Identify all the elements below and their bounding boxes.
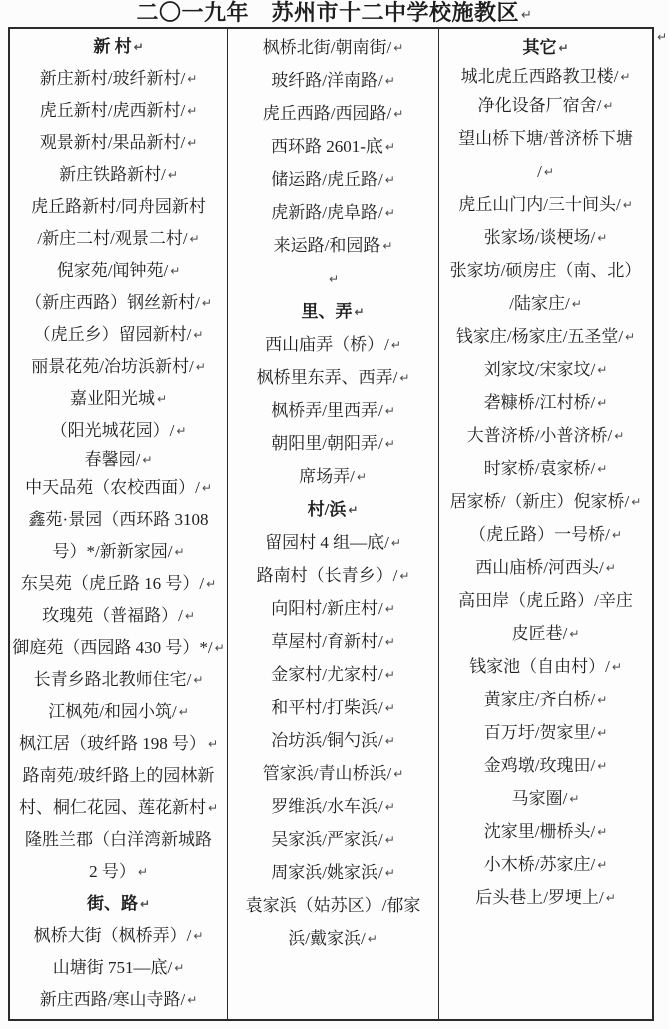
district-line-text: 玻纤路/洋南路/ xyxy=(271,71,383,90)
district-line-text: 丽景花苑/冶坊浜新村/ xyxy=(31,357,194,376)
paragraph-mark-icon: ↵ xyxy=(393,41,404,55)
district-line xyxy=(10,664,227,696)
district-line xyxy=(439,815,652,848)
district-line-text: 鑫苑·景园（西环路 3108 xyxy=(28,510,209,529)
district-line xyxy=(10,952,227,984)
paragraph-mark-icon: ↵ xyxy=(384,866,395,880)
section-header xyxy=(10,888,227,920)
district-line xyxy=(439,254,652,287)
paragraph-mark-icon: ↵ xyxy=(384,404,395,418)
section-header xyxy=(228,295,438,328)
paragraph-mark-icon: ↵ xyxy=(367,932,378,946)
district-line-text: 枫桥里东弄、西弄/ xyxy=(256,368,398,387)
district-line-text: 时家桥/袁家桥/ xyxy=(483,459,596,478)
paragraph-mark-icon: ↵ xyxy=(187,136,198,150)
paragraph-mark-icon: ↵ xyxy=(393,107,404,121)
district-line xyxy=(10,824,227,856)
paragraph-mark-icon: ↵ xyxy=(611,528,622,542)
paragraph-mark-icon: ↵ xyxy=(156,392,168,406)
district-line-text: 枫桥弄/里西弄/ xyxy=(271,401,383,420)
paragraph-mark-icon: ↵ xyxy=(137,865,148,879)
district-line xyxy=(439,617,652,650)
district-line xyxy=(439,89,652,122)
paragraph-mark-icon: ↵ xyxy=(170,264,181,278)
section-header xyxy=(439,31,652,64)
district-line xyxy=(228,64,438,97)
district-line-text: 中天品苑（农校西面）/ xyxy=(25,478,200,497)
paragraph-mark-icon: ↵ xyxy=(614,429,625,443)
district-line-text: 钱家池（自由村）/ xyxy=(469,657,610,676)
district-line xyxy=(10,504,227,536)
district-table xyxy=(8,27,654,1021)
paragraph-mark-icon: ↵ xyxy=(356,470,367,484)
district-line-text: 罗维浜/水车浜/ xyxy=(271,797,383,816)
district-line-text: 虎新路/虎阜路/ xyxy=(271,203,383,222)
section-header xyxy=(228,493,438,526)
district-line-text: 里、弄 xyxy=(301,302,353,321)
district-line xyxy=(439,716,652,749)
paragraph-mark-icon: ↵ xyxy=(214,641,225,655)
district-line xyxy=(228,262,438,295)
district-line xyxy=(228,526,438,559)
district-line xyxy=(439,782,652,815)
district-line xyxy=(439,188,652,221)
district-line-text: 新庄铁路新村/ xyxy=(59,165,166,184)
district-line-text: 大普济桥/小普济桥/ xyxy=(466,426,613,445)
district-line xyxy=(10,536,227,568)
district-line-text: 村、桐仁花园、莲花新村 xyxy=(18,798,206,817)
paragraph-mark-icon: ↵ xyxy=(569,792,580,806)
district-line-text: 席场弄/ xyxy=(299,467,355,486)
district-line-text: 张家坊/硕房庄（南、北） xyxy=(449,261,642,280)
district-line-text: 街、路 xyxy=(86,894,138,913)
district-line-text: 枫桥大街（枫桥弄）/ xyxy=(33,926,192,945)
district-line xyxy=(439,122,652,155)
district-line-text: 张家场/谈梗场/ xyxy=(483,228,596,247)
district-line-text: 号）*/新新家园/ xyxy=(52,542,173,561)
paragraph-mark-icon: ↵ xyxy=(167,168,178,182)
column-streets-lanes-villages xyxy=(228,29,439,1019)
paragraph-mark-icon: ↵ xyxy=(597,462,608,476)
district-line-text: 观景新村/果品新村/ xyxy=(39,133,186,152)
district-line xyxy=(439,485,652,518)
paragraph-mark-icon: ↵ xyxy=(174,961,185,975)
district-line-text: 长青乡路北教师住宅/ xyxy=(33,670,192,689)
paragraph-mark-icon: ↵ xyxy=(597,231,608,245)
district-line-text: 2 号） xyxy=(89,862,136,881)
district-line-text: 沈家里/栅桥头/ xyxy=(483,822,596,841)
district-line xyxy=(228,823,438,856)
district-line-text: 虎丘路新村/同舟园新村 xyxy=(31,197,206,216)
paragraph-mark-icon: ↵ xyxy=(193,328,204,342)
district-line-text: 袁家浜（姑苏区）/郁家 xyxy=(245,896,421,915)
district-line-text: /新庄二村/观景二村/ xyxy=(37,229,188,248)
district-line-text: 金家村/尤家村/ xyxy=(271,665,383,684)
district-line-text: （虎丘路）一号桥/ xyxy=(469,525,610,544)
district-line-text: 留园村 4 组—底/ xyxy=(265,533,389,552)
paragraph-mark-icon: ↵ xyxy=(142,453,153,467)
district-line xyxy=(228,790,438,823)
district-line xyxy=(228,229,438,262)
paragraph-mark-icon: ↵ xyxy=(187,104,198,118)
paragraph-mark-icon: ↵ xyxy=(611,660,622,674)
paragraph-mark-icon: ↵ xyxy=(543,165,554,179)
district-line-text: 虎丘西路/西园路/ xyxy=(262,104,392,123)
district-line-text: 西山庙弄（桥）/ xyxy=(265,335,389,354)
district-line-text: 隆胜兰郡（白洋湾新城路 xyxy=(25,830,212,849)
paragraph-mark-icon: ↵ xyxy=(597,825,608,839)
district-line xyxy=(228,163,438,196)
district-line-text: 向阳村/新庄村/ xyxy=(271,599,383,618)
district-line-text: 砻糠桥/江村桥/ xyxy=(483,393,596,412)
column-others xyxy=(439,29,652,1019)
district-line-text: 浜/戴家浜/ xyxy=(288,929,366,948)
paragraph-mark-icon: ↵ xyxy=(328,272,340,286)
district-line xyxy=(228,691,438,724)
paragraph-mark-icon: ↵ xyxy=(206,577,217,591)
district-line-text: 其它 xyxy=(522,38,557,57)
district-line-text: 和平村/打柴浜/ xyxy=(271,698,383,717)
district-line xyxy=(439,452,652,485)
paragraph-mark-icon: ↵ xyxy=(193,673,204,687)
paragraph-mark-icon: ↵ xyxy=(348,503,359,517)
paragraph-mark-icon: ↵ xyxy=(176,424,187,438)
district-line xyxy=(228,361,438,394)
paragraph-mark-icon: ↵ xyxy=(187,993,198,1007)
district-line xyxy=(10,63,227,95)
district-line-text: 江枫苑/和园小筑/ xyxy=(48,702,177,721)
paragraph-mark-icon: ↵ xyxy=(620,70,631,84)
district-line-text: 玫瑰苑（普福路）/ xyxy=(42,606,183,625)
paragraph-mark-icon: ↵ xyxy=(384,437,395,451)
district-line-text: 来运路/和园路 xyxy=(273,236,381,255)
district-line xyxy=(10,600,227,632)
paragraph-mark-icon: ↵ xyxy=(605,891,616,905)
paragraph-mark-icon: ↵ xyxy=(193,929,204,943)
paragraph-mark-icon: ↵ xyxy=(384,668,395,682)
paragraph-mark-icon: ↵ xyxy=(187,72,198,86)
district-line xyxy=(10,159,227,191)
district-line-text: 小木桥/苏家庄/ xyxy=(483,855,596,874)
district-line xyxy=(228,592,438,625)
page-title-text: 二〇一九年 苏州市十二中学校施教区 xyxy=(136,0,520,25)
district-line-text: 枫桥北街/朝南街/ xyxy=(262,38,392,57)
district-line-text: 西山庙桥/河西头/ xyxy=(475,558,604,577)
paragraph-mark-icon: ↵ xyxy=(603,99,614,113)
district-line xyxy=(228,394,438,427)
district-line xyxy=(439,749,652,782)
paragraph-mark-icon: ↵ xyxy=(597,759,608,773)
district-line xyxy=(10,792,227,824)
district-line xyxy=(10,95,227,127)
district-line-text: 路南村（长青乡）/ xyxy=(256,566,398,585)
district-line-text: 管家浜/青山桥浜/ xyxy=(262,764,392,783)
paragraph-mark-icon: ↵ xyxy=(201,296,212,310)
district-line-text: 山塘街 751—底/ xyxy=(52,958,173,977)
district-line-text: 城北虎丘西路教卫楼/ xyxy=(460,67,619,86)
district-line-text: 后头巷上/罗埂上/ xyxy=(475,888,604,907)
paragraph-mark-icon: ↵ xyxy=(384,140,395,154)
paragraph-mark-icon: ↵ xyxy=(384,602,395,616)
district-line xyxy=(439,848,652,881)
district-line xyxy=(228,460,438,493)
district-line xyxy=(228,889,438,922)
district-line-text: 新庄西路/寒山寺路/ xyxy=(39,990,186,1009)
paragraph-mark-icon: ↵ xyxy=(384,833,395,847)
district-line-text: 御庭苑（西园路 430 号）*/ xyxy=(12,638,213,657)
district-line-text: 居家桥/（新庄）倪家桥/ xyxy=(449,492,630,511)
paragraph-mark-icon: ↵ xyxy=(597,726,608,740)
district-line-text: 草屋村/育新村/ xyxy=(271,632,383,651)
paragraph-mark-icon: ↵ xyxy=(139,897,151,911)
paragraph-mark-icon: ↵ xyxy=(399,371,410,385)
paragraph-mark-icon: ↵ xyxy=(569,627,580,641)
paragraph-mark-icon: ↵ xyxy=(207,801,219,815)
district-line xyxy=(10,447,227,472)
district-line xyxy=(228,658,438,691)
district-line xyxy=(10,472,227,504)
paragraph-mark-icon: ↵ xyxy=(597,693,608,707)
paragraph-mark-icon: ↵ xyxy=(657,30,668,44)
district-line xyxy=(439,518,652,551)
district-line xyxy=(228,130,438,163)
district-line-text: 望山桥下塘/普济桥下塘 xyxy=(458,129,633,148)
district-line xyxy=(10,632,227,664)
district-line-text: 储运路/虎丘路/ xyxy=(271,170,383,189)
district-line-text: 黄家庄/齐白桥/ xyxy=(483,690,596,709)
district-line xyxy=(439,386,652,419)
district-line-text: 皮匠巷/ xyxy=(511,624,568,643)
district-line xyxy=(10,696,227,728)
paragraph-mark-icon: ↵ xyxy=(174,545,185,559)
paragraph-mark-icon: ↵ xyxy=(521,8,533,23)
district-line-text: 倪家苑/闻钟苑/ xyxy=(56,261,169,280)
paragraph-mark-icon: ↵ xyxy=(597,858,608,872)
district-line xyxy=(228,922,438,955)
district-line-text: /陆家庄/ xyxy=(509,294,570,313)
paragraph-mark-icon: ↵ xyxy=(390,338,401,352)
district-line-text: （虎丘乡）留园新村/ xyxy=(33,325,192,344)
district-line-text: 虎丘山门内/三十间头/ xyxy=(458,195,621,214)
district-line xyxy=(439,650,652,683)
district-line xyxy=(228,97,438,130)
district-line xyxy=(10,127,227,159)
district-line-text: （阳光城花园）/ xyxy=(50,421,175,440)
district-line xyxy=(439,353,652,386)
district-line xyxy=(228,427,438,460)
district-line-text: 虎丘新村/虎西新村/ xyxy=(39,101,186,120)
paragraph-mark-icon: ↵ xyxy=(384,800,395,814)
district-line-text: 朝阳里/朝阳弄/ xyxy=(271,434,383,453)
district-line xyxy=(10,351,227,383)
district-line-text: 钱家庄/杨家庄/五圣堂/ xyxy=(455,327,624,346)
district-line xyxy=(439,64,652,89)
district-line-text: 春馨园/ xyxy=(84,450,141,469)
district-line-text: （新庄西路）钢丝新村/ xyxy=(25,293,200,312)
district-line xyxy=(10,856,227,888)
paragraph-mark-icon: ↵ xyxy=(207,737,219,751)
district-line-text: 刘家坟/宋家坟/ xyxy=(483,360,596,379)
district-line-text: 冶坊浜/铜勺浜/ xyxy=(271,731,383,750)
page-title xyxy=(0,0,669,27)
paragraph-mark-icon: ↵ xyxy=(390,536,401,550)
paragraph-mark-icon: ↵ xyxy=(178,705,189,719)
district-line-text: 净化设备厂宿舍/ xyxy=(477,96,602,115)
district-line-text: 村/浜 xyxy=(307,500,347,519)
district-line xyxy=(439,881,652,914)
district-line xyxy=(10,728,227,760)
district-line xyxy=(10,223,227,255)
column-new-villages xyxy=(10,29,228,1019)
paragraph-mark-icon: ↵ xyxy=(133,40,144,54)
district-line xyxy=(10,760,227,792)
paragraph-mark-icon: ↵ xyxy=(184,609,195,623)
paragraph-mark-icon: ↵ xyxy=(399,569,410,583)
paragraph-mark-icon: ↵ xyxy=(384,734,395,748)
district-line-text: 吴家浜/严家浜/ xyxy=(271,830,383,849)
district-line xyxy=(10,287,227,319)
district-line-text: 高田岸（虎丘路）/辛庄 xyxy=(458,591,633,610)
paragraph-mark-icon: ↵ xyxy=(384,206,395,220)
district-line-text: 嘉业阳光城 xyxy=(69,389,155,408)
district-line xyxy=(439,320,652,353)
district-line xyxy=(228,724,438,757)
district-line xyxy=(10,984,227,1016)
paragraph-mark-icon: ↵ xyxy=(631,495,642,509)
district-line xyxy=(10,920,227,952)
district-line xyxy=(228,31,438,64)
district-line xyxy=(439,287,652,320)
district-line xyxy=(228,196,438,229)
paragraph-mark-icon: ↵ xyxy=(384,635,395,649)
district-line xyxy=(10,255,227,287)
paragraph-mark-icon: ↵ xyxy=(201,481,212,495)
district-line xyxy=(228,757,438,790)
paragraph-mark-icon: ↵ xyxy=(189,232,200,246)
paragraph-mark-icon: ↵ xyxy=(384,74,395,88)
district-line-text: 西环路 2601-底 xyxy=(271,137,383,156)
district-line-text: 东吴苑（虎丘路 16 号）/ xyxy=(20,574,205,593)
paragraph-mark-icon: ↵ xyxy=(625,330,636,344)
district-line xyxy=(10,383,227,415)
district-line-text: 金鸡墩/玫瑰田/ xyxy=(483,756,596,775)
district-line-text: 枫江居（玻纤路 198 号） xyxy=(18,734,206,753)
district-line xyxy=(439,155,652,188)
district-line-text: 新 村 xyxy=(93,37,132,56)
paragraph-mark-icon: ↵ xyxy=(605,561,616,575)
district-line-text: 马家圈/ xyxy=(511,789,568,808)
paragraph-mark-icon: ↵ xyxy=(195,360,206,374)
district-line xyxy=(439,584,652,617)
district-line xyxy=(228,856,438,889)
paragraph-mark-icon: ↵ xyxy=(393,767,404,781)
paragraph-mark-icon: ↵ xyxy=(384,173,395,187)
district-line xyxy=(439,221,652,254)
paragraph-mark-icon: ↵ xyxy=(597,363,608,377)
paragraph-mark-icon: ↵ xyxy=(558,41,569,55)
section-header xyxy=(10,31,227,63)
district-line xyxy=(439,419,652,452)
paragraph-mark-icon: ↵ xyxy=(597,396,608,410)
district-line xyxy=(228,328,438,361)
paragraph-mark-icon: ↵ xyxy=(354,305,365,319)
paragraph-mark-icon: ↵ xyxy=(382,239,393,253)
district-line-text: 百万圩/贺家里/ xyxy=(483,723,596,742)
paragraph-mark-icon: ↵ xyxy=(622,198,633,212)
district-line-text: 新庄新村/玻纤新村/ xyxy=(39,69,186,88)
paragraph-mark-icon: ↵ xyxy=(384,701,395,715)
district-line xyxy=(439,551,652,584)
district-line-text: / xyxy=(537,162,542,181)
district-line xyxy=(10,568,227,600)
district-line xyxy=(228,559,438,592)
district-line xyxy=(10,319,227,351)
district-line xyxy=(228,625,438,658)
district-line-text: 路南苑/玻纤路上的园林新 xyxy=(22,766,215,785)
district-line xyxy=(10,191,227,223)
paragraph-mark-icon: ↵ xyxy=(571,297,582,311)
district-line xyxy=(10,415,227,447)
district-line-text: 周家浜/姚家浜/ xyxy=(271,863,383,882)
district-line xyxy=(439,683,652,716)
